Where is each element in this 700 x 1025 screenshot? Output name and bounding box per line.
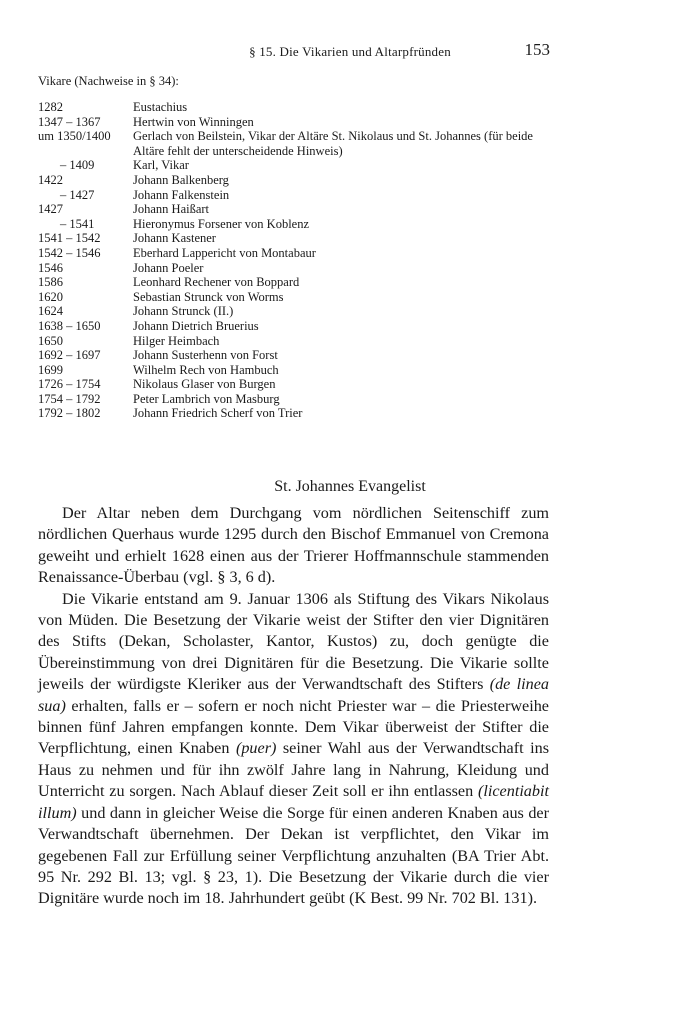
vicar-row — [38, 173, 558, 188]
vicar-row — [38, 290, 558, 305]
vicar-year: – 1427 — [60, 187, 95, 202]
vicar-year: 1282 — [38, 100, 63, 114]
vicar-row — [38, 158, 558, 173]
vicar-year: – 1541 — [60, 216, 95, 231]
page-number: 153 — [524, 40, 550, 59]
vicar-year: um 1350/1400 — [38, 129, 111, 144]
vicar-year: – 1409 — [60, 158, 95, 173]
text-run: erhalten, falls er – sofern er noch nicht Priester war – die Priesterweihe binnen fünf Jahren empfangen konnte. Dem Vikar überweist der Stifter die Verpflichtung, einen Knaben — [38, 696, 549, 758]
vicar-name: Gerlach von Beilstein, Vikar der Altäre St. Nikolaus und St. Johannes (für beide Altäre fehlt der unterscheidende Hinweis) — [133, 129, 533, 158]
vicar-row — [38, 334, 558, 349]
vicar-name: Wilhelm Rech von Hambuch — [133, 362, 279, 377]
vicar-row — [38, 392, 558, 407]
vicar-name: Johann Dietrich Bruerius — [133, 318, 259, 333]
vicar-name: Hilger Heimbach — [133, 333, 220, 348]
vicar-name: Eustachius — [133, 100, 188, 114]
vicar-year: 1792 – 1802 — [38, 406, 101, 421]
vicar-name: Johann Poeler — [133, 260, 204, 275]
vicar-name: Leonhard Rechener von Boppard — [133, 275, 300, 290]
vicar-year: 1586 — [38, 275, 63, 290]
vicar-name: Johann Kastener — [133, 231, 216, 246]
vicar-year: 1650 — [38, 333, 63, 348]
latin-phrase: (de linea sua) — [38, 675, 549, 715]
vicar-year: 1754 – 1792 — [38, 391, 101, 406]
vicar-year: 1692 – 1697 — [38, 348, 101, 363]
vicar-row — [38, 115, 558, 130]
vicar-name: Peter Lambrich von Masburg — [133, 391, 280, 406]
vicar-row — [38, 129, 558, 158]
vicar-name: Johann Strunck (II.) — [133, 304, 234, 319]
vicar-row — [38, 363, 558, 378]
vicar-name: Johann Haißart — [133, 202, 210, 217]
vicar-row — [38, 188, 558, 203]
vicar-year: 1638 – 1650 — [38, 318, 101, 333]
vicar-year: 1726 – 1754 — [38, 377, 101, 392]
vicar-name: Eberhard Lappericht von Montabaur — [133, 245, 316, 260]
vicar-name: Karl, Vikar — [133, 158, 189, 173]
vicar-name: Nikolaus Glaser von Burgen — [133, 377, 276, 392]
vicar-row — [38, 231, 558, 246]
vicar-row — [38, 246, 558, 261]
vicar-name: Johann Balkenberg — [133, 172, 229, 187]
vicar-list — [38, 100, 558, 421]
latin-phrase: (puer) — [235, 739, 277, 758]
paragraph — [38, 589, 549, 910]
text-run: seiner Wahl aus der Verwandtschaft ins Haus zu nehmen und für ihn zwölf Jahre lang in Nahrung, Kleidung und Unterricht zu sorgen. Nach Ablauf dieser Zeit soll er ihn entlassen — [38, 739, 549, 801]
vicar-year: 1620 — [38, 289, 63, 304]
vicar-year: 1699 — [38, 362, 63, 377]
section-heading: St. Johannes Evangelist — [274, 478, 426, 495]
body-text — [38, 503, 549, 910]
vicar-name: Sebastian Strunck von Worms — [133, 289, 284, 304]
vicar-year: 1347 – 1367 — [38, 114, 101, 129]
vicar-row — [38, 100, 558, 115]
running-head: § 15. Die Vikarien und Altarpfründen — [249, 44, 451, 59]
vicar-row — [38, 348, 558, 363]
vicar-year: 1427 — [38, 202, 63, 217]
vicar-row — [38, 217, 558, 232]
vicar-name: Johann Susterhenn von Forst — [133, 348, 278, 363]
vicar-year: 1546 — [38, 260, 63, 275]
vicar-row — [38, 319, 558, 334]
vicar-row — [38, 377, 558, 392]
vicar-year: 1624 — [38, 304, 63, 319]
vicar-row — [38, 304, 558, 319]
paragraph: Der Altar neben dem Durchgang vom nördlichen Seitenschiff zum nördlichen Querhaus wurde 1295 durch den Bischof Emmanuel von Cremona geweiht und erhielt 1628 einen aus der Trierer Hoffmannschule stammenden Renaissance-Überbau (vgl. § 3, 6 d). — [38, 504, 549, 587]
vicar-year: 1422 — [38, 172, 63, 187]
vicar-list-intro: Vikare (Nachweise in § 34): — [38, 74, 179, 88]
text-run: Die Vikarie entstand am 9. Januar 1306 als Stiftung des Vikars Nikolaus von Müden. Die Besetzung der Vikarie weist der Stifter den vier Dignitären des Stifts (Dekan, Scholaster, Kantor, Kustos) zu, doch genügte die Übereinstimmung von drei Dignitären für die Besetzung. Die Vikarie sollte jeweils der würdigste Kleriker aus der Verwandtschaft des Stifters — [38, 589, 549, 694]
vicar-year: 1542 – 1546 — [38, 245, 101, 260]
text-run: und dann in gleicher Weise die Sorge für einen anderen Knaben aus der Verwandtschaft übernehmen. Der Dekan ist verpflichtet, den Vikar im gegebenen Fall zur Erfüllung seiner Verpflichtung anzuhalten (BA Trier Abt. 95 Nr. 292 Bl. 13; vgl. § 23, 1). Die Besetzung der Vikarie durch die vier Dignitäre wurde noch im 18. Jahrhundert geübt (K Best. 99 Nr. 702 Bl. 131). — [38, 803, 549, 908]
vicar-name: Hertwin von Winningen — [133, 114, 254, 129]
vicar-name: Johann Friedrich Scherf von Trier — [133, 406, 303, 421]
vicar-row — [38, 406, 558, 421]
vicar-row — [38, 202, 558, 217]
vicar-year: 1541 – 1542 — [38, 231, 101, 246]
vicar-row — [38, 261, 558, 276]
vicar-name: Hieronymus Forsener von Koblenz — [133, 216, 310, 231]
vicar-row — [38, 275, 558, 290]
vicar-name: Johann Falkenstein — [133, 187, 230, 202]
latin-phrase: (licentiabit illum) — [38, 782, 549, 822]
